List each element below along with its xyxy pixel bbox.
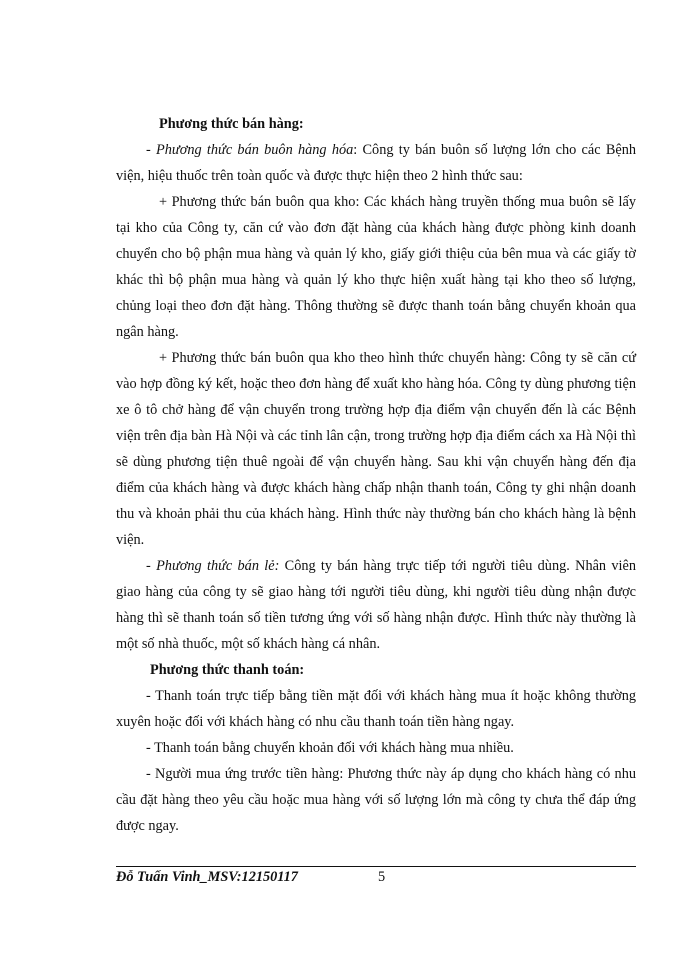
page-body xyxy=(116,111,636,839)
warehouse-wholesale-paragraph: + Phương thức bán buôn qua kho: Các khách hàng truyền thống mua buôn sẽ lấy tại kho của Công ty, căn cứ vào đơn đặt hàng của khách hàng được phòng kinh doanh chuyển cho bộ phận mua hàng và quản lý kho, giấy giới thiệu của bên mua và các giấy tờ khác thì bộ phận mua hàng và quản lý kho thực hiện xuất hàng tại kho theo số lượng, chủng loại theo đơn đặt hàng. Thông thường sẽ được thanh toán bằng chuyển khoản qua ngân hàng. xyxy=(116,194,636,340)
bank-transfer-paragraph: - Thanh toán bằng chuyển khoản đối với khách hàng mua nhiều. xyxy=(146,740,514,756)
retail-label: Phương thức bán lẻ: xyxy=(156,558,280,574)
page-footer xyxy=(116,869,636,889)
wholesale-paragraph: - Phương thức bán buôn hàng hóa: Công ty bán buôn số lượng lớn cho các Bệnh viện, hiệu thuốc trên toàn quốc và được thực hiện theo 2 hình thức sau: xyxy=(116,142,636,184)
transfer-wholesale-paragraph: + Phương thức bán buôn qua kho theo hình thức chuyển hàng: Công ty sẽ căn cứ vào hợp đồng ký kết, hoặc theo đơn hàng để xuất kho hàng hóa. Công ty dùng phương tiện xe ô tô chở hàng để vận chuyển trong trường hợp địa điểm vận chuyển đến là các Bệnh viện trên địa bàn Hà Nội và các tỉnh lân cận, trong trường hợp địa điểm cách xa Hà Nội thì sẽ dùng phương tiện thuê ngoài để vận chuyển hàng. Sau khi vận chuyển hàng đến địa điểm của khách hàng và được khách hàng chấp nhận thanh toán, Công ty ghi nhận doanh thu và khoản phải thu của khách hàng. Hình thức này thường bán cho khách hàng là bệnh viện. xyxy=(116,350,636,548)
footer-divider xyxy=(116,866,636,867)
retail-paragraph: - Phương thức bán lẻ: Công ty bán hàng trực tiếp tới người tiêu dùng. Nhân viên giao hàng của công ty sẽ giao hàng tới người tiêu dùng, khi người tiêu dùng nhận được hàng thì sẽ thanh toán số tiền tương ứng với số hàng nhận được. Hình thức này thường là một số nhà thuốc, một số khách hàng cá nhân. xyxy=(116,558,636,652)
wholesale-text: : Công ty bán buôn số lượng lớn cho các Bệnh viện, hiệu thuốc trên toàn quốc và được thực hiện theo 2 hình thức sau: xyxy=(116,142,636,184)
payment-methods-heading: Phương thức thanh toán: xyxy=(150,662,305,678)
sales-methods-heading: Phương thức bán hàng: xyxy=(159,116,304,132)
cash-payment-paragraph: - Thanh toán trực tiếp bằng tiền mặt đối với khách hàng mua ít hoặc không thường xuyên hoặc đối với khách hàng có nhu cầu thanh toán tiền hàng ngay. xyxy=(116,688,636,730)
retail-text: Công ty bán hàng trực tiếp tới người tiêu dùng. Nhân viên giao hàng của công ty sẽ giao hàng tới người tiêu dùng, khi người tiêu dùng nhận được hàng thì sẽ thanh toán số tiền tương ứng với số hàng nhận được. Hình thức này thường là một số nhà thuốc, một số khách hàng cá nhân. xyxy=(116,558,636,652)
advance-payment-paragraph: - Người mua ứng trước tiền hàng: Phương thức này áp dụng cho khách hàng có nhu cầu đặt hàng theo yêu cầu hoặc mua hàng với số lượng lớn mà công ty chưa thể đáp ứng được ngay. xyxy=(116,766,636,834)
page-number: 5 xyxy=(378,869,386,885)
footer-author: Đỗ Tuấn Vinh_MSV:12150117 xyxy=(116,869,298,885)
wholesale-label: Phương thức bán buôn hàng hóa xyxy=(156,142,354,158)
